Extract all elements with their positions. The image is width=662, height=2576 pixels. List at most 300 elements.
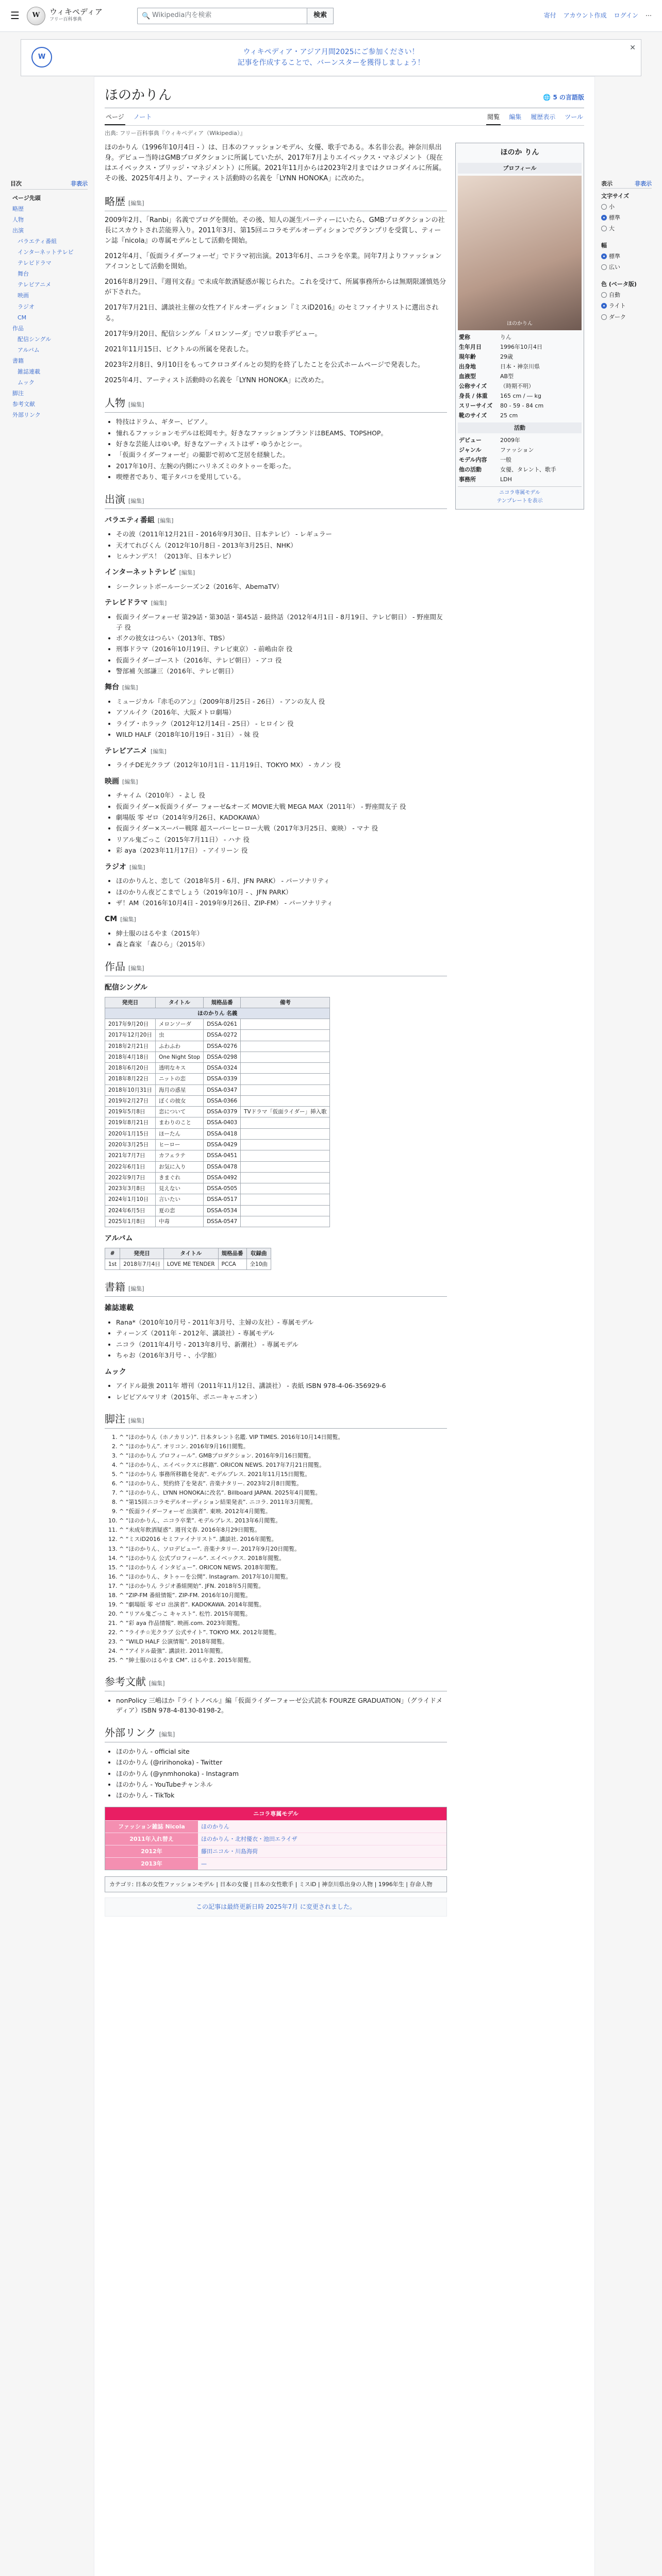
table-cell — [241, 1161, 330, 1172]
table-cell[interactable]: メロンソーダ — [155, 1019, 203, 1030]
navbox-group-label[interactable]: 2011年入れ替え — [105, 1833, 198, 1845]
subsection-radio-heading — [105, 862, 447, 873]
infobox-row — [458, 381, 582, 391]
edit-link[interactable]: [編集] — [151, 600, 167, 607]
table-cell[interactable]: ニットの恋 — [155, 1074, 203, 1084]
navbox-group-links[interactable]: — — [198, 1858, 446, 1870]
infobox-value: 女優、タレント、歌手 — [500, 466, 556, 473]
infobox-row — [458, 435, 582, 445]
tab-edit[interactable]: 編集 — [509, 113, 522, 121]
appearance-header — [601, 179, 652, 189]
toc-hide-button[interactable]: 非表示 — [71, 180, 88, 187]
table-cell[interactable]: 夏の恋 — [155, 1205, 203, 1216]
reference-item[interactable]: 3. ^ “ほのかりん プロフィール”. GMBプロダクション. 2016年9月16日閲覧。 — [119, 1451, 447, 1460]
navbox-group-label[interactable]: 2013年 — [105, 1858, 198, 1870]
table-cell: 2018年7月4日 — [120, 1259, 164, 1270]
color-group — [601, 280, 652, 322]
infobox-value: 29歳 — [500, 353, 513, 360]
list-item[interactable]: • 仮面ライダー×仮面ライダー フォーゼ&オーズ MOVIE大戦 MEGA MAX（2011年） - 野座間友子 役 — [116, 802, 447, 811]
subsection-title: ラジオ — [105, 862, 126, 871]
reference-item[interactable]: 16. ^ “ほのかりん、タトゥーを公開”. Instagram. 2017年10月閲覧。 — [119, 1572, 447, 1581]
magazine-item[interactable]: • Rana*（2010年10月号 - 2011年3月号、主婦の友社）- 専属モデル — [116, 1317, 447, 1327]
table-row — [105, 1084, 330, 1095]
mook-item[interactable]: • アイドル最強 2011年 増刊（2011年11月12日、講談社） - 表紙 ISBN 978-4-06-356929-6 — [116, 1381, 447, 1391]
infobox-key: デビュー — [459, 437, 482, 444]
table-group-cell: ほのかりん 名義 — [105, 1008, 330, 1019]
toc-item[interactable]: CM — [18, 314, 27, 321]
external-link-item[interactable]: • ほのかりん - TikTok — [116, 1790, 447, 1800]
infobox-row — [458, 445, 582, 455]
table-cell: DSSA-0298 — [204, 1052, 241, 1062]
table-cell[interactable]: 海月の惑星 — [155, 1084, 203, 1095]
table-cell[interactable]: One Night Stop — [155, 1052, 203, 1062]
table-cell: DSSA-0418 — [204, 1128, 241, 1139]
logo-subtitle: フリー百科事典 — [49, 16, 82, 22]
table-cell[interactable]: ぼくの彼女 — [155, 1095, 203, 1106]
table-cell[interactable]: 恋について — [155, 1107, 203, 1117]
subsection-variety-heading — [105, 515, 447, 527]
table-cell — [241, 1128, 330, 1139]
albums-table — [105, 1248, 271, 1270]
table-row — [105, 1183, 330, 1194]
table-row — [105, 1030, 330, 1041]
infobox-rows — [458, 332, 582, 485]
list-item[interactable]: • 仮面ライダー×スーパー戦隊 超スーパーヒーロー大戦（2017年3月25日、東映） - マナ 役 — [116, 823, 447, 833]
navbox-group-links[interactable]: 藤田ニコル・川島海荷 — [198, 1845, 446, 1857]
infobox-section: プロフィール — [458, 163, 582, 174]
subsection-title: インターネットテレビ — [105, 568, 176, 577]
edit-link[interactable]: [編集] — [128, 199, 144, 207]
more-options-icon[interactable]: ⋯ — [646, 12, 652, 20]
site-logo[interactable] — [27, 7, 130, 25]
section-career-heading: 略歴 [編集] — [105, 194, 447, 211]
article-body — [105, 143, 584, 1922]
tab-talk[interactable]: ノート — [133, 113, 152, 121]
login-link[interactable]: ログイン — [614, 12, 638, 20]
reference-item[interactable]: 5. ^ “ほのかりん 事務所移籍を発表”. モデルプレス. 2021年11月15日閲覧。 — [119, 1470, 447, 1479]
edit-link[interactable]: [編集] — [128, 1417, 144, 1424]
edit-link[interactable]: [編集] — [149, 1680, 165, 1687]
toc-item[interactable]: 略歴 — [12, 206, 24, 213]
reference-item[interactable]: 1. ^ “ほのかりん（ホノカリン）”. 日本タレント名鑑. VIP TIMES. 2016年10月14日閲覧。 — [119, 1433, 447, 1442]
infobox-key: 公称サイズ — [459, 382, 487, 389]
table-cell: DSSA-0517 — [204, 1194, 241, 1205]
subsection-title: 舞台 — [105, 683, 119, 692]
radio-selected-icon — [601, 253, 607, 259]
infobox-value: ファッション — [500, 447, 534, 454]
table-cell[interactable]: 言いたい — [155, 1194, 203, 1205]
donate-link[interactable]: 寄付 — [543, 12, 556, 20]
infobox-row — [458, 391, 582, 401]
navbox-group-links[interactable]: ほのかりん — [198, 1821, 446, 1833]
table-cell: DSSA-0451 — [204, 1150, 241, 1161]
table-cell: 2019年5月8日 — [105, 1107, 156, 1117]
toc-item[interactable]: 脚注 — [12, 389, 24, 397]
list-item[interactable]: • 仮面ライダーフォーゼ 第29話・第30話・第45話 - 最終話（2012年4月1日 - 8月19日、テレビ朝日） - 野座間友子 役 — [116, 612, 447, 632]
color-auto[interactable]: 自動 — [601, 290, 652, 300]
infobox-row — [458, 455, 582, 465]
table-cell: PCCA — [218, 1259, 246, 1270]
table-cell[interactable]: 中毒 — [155, 1216, 203, 1227]
source-line: 出典: フリー百科事典『ウィキペディア（Wikipedia）』 — [105, 129, 246, 137]
table-cell — [241, 1117, 330, 1128]
tab-history[interactable]: 履歴表示 — [531, 113, 556, 121]
section-notes-heading: 脚注 [編集] — [105, 1411, 447, 1429]
reference-item[interactable]: 20. ^ “リアル鬼ごっこ キャスト”. 松竹. 2015年閲覧。 — [119, 1609, 447, 1618]
width-standard[interactable]: 標準 — [601, 251, 652, 262]
table-cell — [241, 1052, 330, 1062]
list-item[interactable]: • チャイム（2010年） - よし 役 — [116, 790, 447, 800]
list-item[interactable]: • ミュージカル『赤毛のアン』（2009年8月25日 - 26日） - アンの友人 役 — [116, 697, 447, 706]
text-size-large[interactable]: 大 — [601, 223, 652, 234]
table-row — [105, 1161, 330, 1172]
list-item[interactable]: • シークレットボールーシーズン2（2016年、AbemaTV） — [116, 582, 447, 591]
toc-item[interactable]: 作品 — [12, 325, 24, 332]
infobox-row — [458, 352, 582, 362]
list-item[interactable]: • 紳士服のはるやま（2015年） — [116, 928, 447, 938]
infobox-key: 靴のサイズ — [459, 412, 487, 419]
close-icon[interactable]: ✕ — [630, 44, 636, 52]
edit-link[interactable]: [編集] — [122, 778, 138, 785]
external-link-item[interactable]: • ほのかりん (@ririhonoka) - Twitter — [116, 1757, 447, 1767]
reference-item[interactable]: 18. ^ “ZIP-FM 番組情報”. ZIP-FM. 2016年10月閲覧。 — [119, 1591, 447, 1600]
reference-item[interactable]: 24. ^ “アイドル最強”. 講談社. 2011年閲覧。 — [119, 1647, 447, 1655]
subsection-title: テレビアニメ — [105, 747, 148, 755]
table-cell[interactable]: 虫 — [155, 1030, 203, 1041]
table-header: 備考 — [241, 997, 330, 1008]
table-cell — [241, 1074, 330, 1084]
search-placeholder: Wikipedia内を検索 — [152, 11, 212, 20]
career-paragraph: 2017年7月21日、講談社主催の女性アイドルオーディション『ミスiD2016』のセミファイナリストに選出される。 — [105, 304, 439, 323]
appearance-hide-button[interactable]: 非表示 — [635, 180, 652, 187]
person-item[interactable]: • 特技はドラム、ギター、ピアノ。 — [116, 417, 447, 427]
list-item[interactable]: • 仮面ライダーゴースト（2016年、テレビ朝日） - アコ 役 — [116, 655, 447, 665]
text-size-group — [601, 192, 652, 234]
list-item[interactable]: • 彩 aya（2023年11月17日） - アイリーン 役 — [116, 845, 447, 855]
radio-icon — [601, 314, 607, 320]
table-cell: 2022年9月7日 — [105, 1172, 156, 1183]
infobox-row — [458, 401, 582, 411]
table-row — [105, 1139, 330, 1150]
reference-item[interactable]: 8. ^ “第15回ニコラモデルオーディション結果発表”. ニコラ. 2011年3月閲覧。 — [119, 1498, 447, 1506]
subsection-drama-heading — [105, 598, 447, 609]
table-cell — [241, 1150, 330, 1161]
table-cell: 2022年6月1日 — [105, 1161, 156, 1172]
table-row — [105, 1019, 330, 1030]
appearance-title: 表示 — [601, 180, 613, 187]
language-button[interactable]: 🌐 5 の言語版 — [543, 94, 584, 101]
toc-item[interactable]: ラジオ — [18, 303, 35, 310]
table-cell: 2018年8月22日 — [105, 1074, 156, 1084]
width-group — [601, 241, 652, 273]
toc-item[interactable]: 配信シングル — [18, 335, 52, 343]
table-cell[interactable]: きまぐれ — [155, 1172, 203, 1183]
reference-item[interactable]: 4. ^ “ほのかりん、エイベックスに移籍”. ORICON NEWS. 2017年7月21日閲覧。 — [119, 1461, 447, 1469]
user-links — [544, 11, 652, 21]
navbox-group-label[interactable]: ファッション雑誌 Nicola — [105, 1821, 198, 1833]
table-row — [105, 1259, 271, 1270]
reference-item[interactable]: 21. ^ “彩 aya 作品情報”. 映画.com. 2023年閲覧。 — [119, 1619, 447, 1628]
section-appear-heading: 出演 [編集] — [105, 492, 447, 509]
career-body — [105, 215, 447, 386]
table-cell: DSSA-0261 — [204, 1019, 241, 1030]
table-cell[interactable]: お気に入り — [155, 1161, 203, 1172]
infobox-row — [458, 342, 582, 352]
list-item[interactable]: • その波（2011年12月21日 - 2016年9月30日、日本テレビ） - レギュラー — [116, 529, 447, 539]
radio-icon — [601, 264, 607, 270]
table-cell[interactable]: ヒーロー — [155, 1139, 203, 1150]
movie-list — [116, 790, 447, 855]
tab-page[interactable]: ページ — [105, 110, 125, 125]
table-cell: DSSA-0547 — [204, 1216, 241, 1227]
list-item[interactable]: • リアル鬼ごっこ（2015年7月11日） - ハナ 役 — [116, 835, 447, 844]
subsection-title: バラエティ番組 — [105, 516, 155, 524]
toc-item[interactable]: 参考文献 — [12, 400, 35, 408]
table-cell: 2018年2月21日 — [105, 1041, 156, 1052]
radio-icon — [601, 292, 607, 298]
wikipedia-globe-icon: W — [27, 7, 45, 25]
edit-link[interactable]: [編集] — [128, 964, 144, 972]
table-cell: DSSA-0379 — [204, 1107, 241, 1117]
person-item[interactable]: • 憧れるファッションモデルは松岡モナ。好きなファッションブランドはBEAMS、TOPSHOP。 — [116, 428, 447, 438]
edit-link[interactable]: [編集] — [159, 1731, 175, 1738]
inettv-list — [116, 582, 447, 591]
reference-item[interactable]: 10. ^ “ほのかりん、ニコラ卒業”. モデルプレス. 2013年6月閲覧。 — [119, 1516, 447, 1525]
table-cell — [241, 1095, 330, 1106]
list-item[interactable]: • WILD HALF（2018年10月19日 - 31日） - 妹 役 — [116, 730, 447, 739]
bibliography-item[interactable]: • nonPolicy 三嶋ほか『ライトノベル』編「仮面ライダーフォーゼ公式読本 FOURZE GRADUATION」（グライドメディア）ISBN 978-4-8130-8198-2。 — [116, 1696, 447, 1716]
reference-item[interactable]: 2. ^ “ほのかりん”. オリコン. 2016年9月16日閲覧。 — [119, 1442, 447, 1451]
subsection-inettv-heading — [105, 567, 447, 579]
magazine-item[interactable]: • ちゃお（2016年3月号 - 、小学館） — [116, 1350, 447, 1360]
person-item[interactable]: • 2017年10月、左腕の内側にハリネズミのタトゥーを彫った。 — [116, 461, 447, 471]
toc-item[interactable]: テレビドラマ — [18, 260, 52, 267]
toc-item[interactable]: 外部リンク — [12, 411, 41, 418]
table-cell[interactable]: ほーたん — [155, 1128, 203, 1139]
table-cell: 2025年1月8日 — [105, 1216, 156, 1227]
color-dark[interactable]: ダーク — [601, 312, 652, 323]
toc-item[interactable]: 舞台 — [18, 270, 29, 278]
subsection-title: テレビドラマ — [105, 599, 148, 607]
table-row — [105, 1052, 330, 1062]
table-cell: 1st — [105, 1259, 120, 1270]
site-header — [0, 0, 662, 32]
navbox-row — [105, 1833, 446, 1845]
infobox-value: 一般 — [500, 456, 511, 464]
edit-link[interactable]: [編集] — [128, 497, 144, 504]
table-cell — [241, 1183, 330, 1194]
tab-tools[interactable]: ツール — [565, 113, 583, 121]
table-cell: 2020年3月25日 — [105, 1139, 156, 1150]
person-item[interactable]: • 好きな芸能人はゆいP。好きなアーティストはザ・ゆうかとシー。 — [116, 439, 447, 449]
reference-item[interactable]: 22. ^ “ライチ☆光クラブ 公式サイト”. TOKYO MX. 2012年閲覧。 — [119, 1628, 447, 1637]
table-cell: DSSA-0492 — [204, 1172, 241, 1183]
banner-line-2[interactable]: 記事を作成することで、バーンスターを獲得しましょう！ — [237, 59, 425, 67]
magazine-item[interactable]: • ニコラ（2011年4月号 - 2013年8月号、新潮社） - 専属モデル — [116, 1340, 447, 1349]
reference-item[interactable]: 14. ^ “ほのかりん 公式プロフィール”. エイベックス. 2018年閲覧。 — [119, 1554, 447, 1563]
external-link-item[interactable]: • ほのかりん - official site — [116, 1747, 447, 1756]
tab-read[interactable]: 閲覧 — [486, 110, 501, 125]
reference-item[interactable]: 15. ^ “ほのかりん インタビュー”. ORICON NEWS. 2018年閲覧。 — [119, 1563, 447, 1572]
list-item[interactable]: • 天才てれびくん（2012年10月8日 - 2013年3月25日、NHK） — [116, 540, 447, 550]
edit-link[interactable]: [編集] — [128, 401, 144, 409]
infobox-row — [458, 465, 582, 474]
template-link[interactable]: テンプレートを表示 — [496, 498, 543, 504]
edit-link[interactable]: [編集] — [120, 916, 136, 923]
magazine-list — [116, 1317, 447, 1361]
table-cell — [241, 1041, 330, 1052]
article-content — [94, 76, 595, 2576]
reference-item[interactable]: 6. ^ “ほのかりん、契約終了を発表”. 音楽ナタリー. 2023年2月8日閲覧。 — [119, 1479, 447, 1488]
infobox-value: りん — [500, 333, 511, 341]
table-cell: TVドラマ「仮面ライダー」挿入歌 — [241, 1107, 330, 1117]
edit-link[interactable]: [編集] — [129, 863, 145, 871]
navbox-group-links[interactable]: ほのかりん・北村優衣・池田エライザ — [198, 1833, 446, 1845]
table-header: 発売日 — [120, 1248, 164, 1259]
search-input[interactable] — [137, 8, 307, 24]
table-cell: 2018年6月20日 — [105, 1063, 156, 1074]
external-link-item[interactable]: • ほのかりん (@ynmhonoka) - Instagram — [116, 1769, 447, 1778]
magazine-item[interactable]: • ティーンズ（2011年 - 2012年、講談社）- 専属モデル — [116, 1328, 447, 1338]
person-item[interactable]: • 「仮面ライダーフォーゼ」の撮影で初めて芝居を経験した。 — [116, 450, 447, 460]
color-light[interactable]: ライト — [601, 300, 652, 311]
toc-item[interactable]: ムック — [18, 379, 35, 386]
toc-item[interactable]: バラエティ番組 — [18, 238, 57, 245]
toc-sidebar — [10, 76, 88, 2576]
appear-body — [105, 515, 447, 950]
edit-link[interactable]: [編集] — [122, 684, 138, 691]
list-item[interactable]: • ライブ・ホラック（2012年12月14日 - 25日） - ヒロイン 役 — [116, 719, 447, 728]
toc-item[interactable]: 雑誌連載 — [18, 368, 40, 375]
albums-heading: アルバム — [105, 1234, 133, 1243]
list-item[interactable]: • 劇場版 零 ゼロ（2014年9月26日、KADOKAWA） — [116, 812, 447, 822]
edit-link[interactable]: [編集] — [128, 1285, 144, 1293]
list-item[interactable]: • ヒルナンデス！（2013年、日本テレビ） — [116, 551, 447, 561]
toc-item[interactable]: テレビアニメ — [18, 281, 52, 289]
main-column — [105, 143, 447, 1922]
list-item[interactable]: • ライチDE光クラブ（2012年10月1日 - 11月19日、TOKYO MX） - カノン 役 — [116, 760, 447, 770]
toc-item[interactable]: アルバム — [18, 346, 40, 353]
navbox-row — [105, 1845, 446, 1857]
list-item[interactable]: • 森と森家 「森ひら」（2015年） — [116, 939, 447, 949]
table-cell[interactable]: LOVE ME TENDER — [163, 1259, 218, 1270]
table-row — [105, 1063, 330, 1074]
text-size-label: 文字サイズ — [601, 193, 630, 200]
table-cell: DSSA-0339 — [204, 1074, 241, 1084]
create-account-link[interactable]: アカウント作成 — [563, 12, 607, 20]
list-item[interactable]: • 警部補 矢部謙三（2016年、テレビ朝日） — [116, 666, 447, 676]
reference-item[interactable]: 25. ^ “紳士服のはるやま CM”. はるやま. 2015年閲覧。 — [119, 1656, 447, 1665]
toc-item[interactable]: 人物 — [12, 216, 24, 224]
person-item[interactable]: • 喫煙者であり、電子タバコを愛用している。 — [116, 472, 447, 482]
references-list — [119, 1433, 447, 1665]
external-links-list — [116, 1747, 447, 1801]
list-item[interactable]: • ボクの彼女はつらい（2013年、TBS） — [116, 633, 447, 643]
infobox-foot-link[interactable]: ニコラ専属モデル — [499, 490, 540, 496]
subsection-title: CM — [105, 915, 118, 924]
text-size-small[interactable]: 小 — [601, 201, 652, 212]
table-cell[interactable]: 見えない — [155, 1183, 203, 1194]
toc-item[interactable]: 出演 — [12, 227, 24, 234]
reference-item[interactable]: 9. ^ “仮面ライダーフォーゼ 出演者”. 東映. 2012年4月閲覧。 — [119, 1507, 447, 1516]
radio-icon — [601, 226, 607, 231]
table-cell: 2017年12月20日 — [105, 1030, 156, 1041]
toc-header — [10, 179, 88, 190]
external-link-item[interactable]: • ほのかりん - YouTubeチャンネル — [116, 1780, 447, 1789]
last-edited-notice: この記事は最終更新日時 2025年7月 に変更されました。 — [105, 1897, 447, 1917]
infobox-value: 2009年 — [500, 437, 520, 444]
reference-item[interactable]: 23. ^ “WILD HALF 公演情報”. 2018年閲覧。 — [119, 1637, 447, 1646]
table-cell[interactable]: 透明なキス — [155, 1063, 203, 1074]
width-wide[interactable]: 広い — [601, 262, 652, 273]
table-cell — [241, 1205, 330, 1216]
table-cell — [241, 1194, 330, 1205]
mook-item[interactable]: • レピピアルマリオ（2015年、ポニーキャニオン） — [116, 1392, 447, 1402]
table-header-row — [105, 997, 330, 1008]
infobox-row — [458, 474, 582, 484]
reference-item[interactable]: 17. ^ “ほのかりん ラジオ番組開始”. JFN. 2018年5月閲覧。 — [119, 1582, 447, 1590]
reference-item[interactable]: 7. ^ “ほのかりん、LYNN HONOKAに改名”. Billboard JAPAN. 2025年4月閲覧。 — [119, 1488, 447, 1497]
toc-item[interactable]: ページ先頭 — [12, 195, 41, 202]
subsection-anime-heading — [105, 746, 447, 757]
mook-heading: ムック — [105, 1367, 126, 1376]
profile-photo[interactable] — [458, 176, 582, 330]
table-cell: DSSA-0478 — [204, 1161, 241, 1172]
list-item[interactable]: • アソルイク（2016年、大阪メトロ劇場） — [116, 707, 447, 717]
reference-item[interactable]: 11. ^ “未成年飲酒疑惑”. 週刊文春. 2016年8月29日閲覧。 — [119, 1526, 447, 1534]
edit-link[interactable]: [編集] — [179, 569, 195, 577]
navbox-row — [105, 1857, 446, 1870]
navbox-group-label[interactable]: 2012年 — [105, 1845, 198, 1857]
list-item[interactable]: • 刑事ドラマ（2016年10月19日、テレビ東京） - 前嶋由奈 役 — [116, 644, 447, 654]
infobox-value: 25 cm — [500, 412, 518, 419]
table-cell[interactable]: ふわふわ — [155, 1041, 203, 1052]
subsection-stage-heading — [105, 682, 447, 693]
infobox-value: （時期不明） — [500, 382, 534, 389]
toc-item[interactable]: 映画 — [18, 292, 29, 299]
table-row — [105, 1107, 330, 1117]
toc-item[interactable]: インターネットテレビ — [18, 249, 74, 256]
magazine-heading: 雑誌連載 — [105, 1304, 134, 1313]
list-item[interactable]: • ザ！AM（2016年10月4日 - 2019年9月26日、ZIP-FM） - パーソナリティ — [116, 898, 447, 908]
table-header: 規格品番 — [204, 997, 241, 1008]
reference-item[interactable]: 12. ^ “ミスiD2016 セミファイナリスト”. 講談社. 2016年閲覧。 — [119, 1535, 447, 1544]
width-label: 幅 — [601, 242, 607, 249]
toc-item[interactable]: 書籍 — [12, 357, 24, 364]
category-links[interactable]: カテゴリ: 日本の女性ファッションモデル | 日本の女優 | 日本の女性歌手 | ミスiD | 神奈川県出身の人物 | 1996年生 | 存命人物 — [105, 1876, 447, 1892]
infobox-value: AB型 — [500, 372, 514, 380]
table-cell: 2017年9月20日 — [105, 1019, 156, 1030]
list-item[interactable]: • ほのかりんと、恋して（2018年5月 - 6月、JFN PARK） - パーソナリティ — [116, 876, 447, 886]
table-cell[interactable]: まわりのこと — [155, 1117, 203, 1128]
banner-line-1[interactable]: ウィキペディア・アジア月間2025にご参加ください！ — [243, 48, 419, 56]
table-cell: DSSA-0347 — [204, 1084, 241, 1095]
navbox — [105, 1807, 447, 1870]
reference-item[interactable]: 19. ^ “劇場版 零 ゼロ 出演者”. KADOKAWA. 2014年閲覧。 — [119, 1600, 447, 1609]
section-works-heading: 作品 [編集] — [105, 959, 447, 976]
career-paragraph: 2025年4月、アーティスト活動時の名義を「LYNN HONOKA」に改めた。 — [105, 377, 328, 385]
edit-link[interactable]: [編集] — [151, 748, 167, 755]
text-size-standard[interactable]: 標準 — [601, 212, 652, 223]
search-button[interactable]: 検索 — [307, 8, 334, 24]
reference-item[interactable]: 13. ^ “ほのかりん、ソロデビュー”. 音楽ナタリー. 2017年9月20日閲覧。 — [119, 1545, 447, 1553]
table-cell[interactable]: カフェラテ — [155, 1150, 203, 1161]
edit-link[interactable]: [編集] — [157, 517, 174, 524]
infobox-section: 活動 — [458, 422, 582, 433]
toc-title: 目次 — [10, 180, 22, 187]
main-menu-icon[interactable]: ☰ — [10, 9, 20, 22]
list-item[interactable]: • ほのかりん夜どこまでしょう（2019年10月 - 、JFN PARK） — [116, 887, 447, 897]
